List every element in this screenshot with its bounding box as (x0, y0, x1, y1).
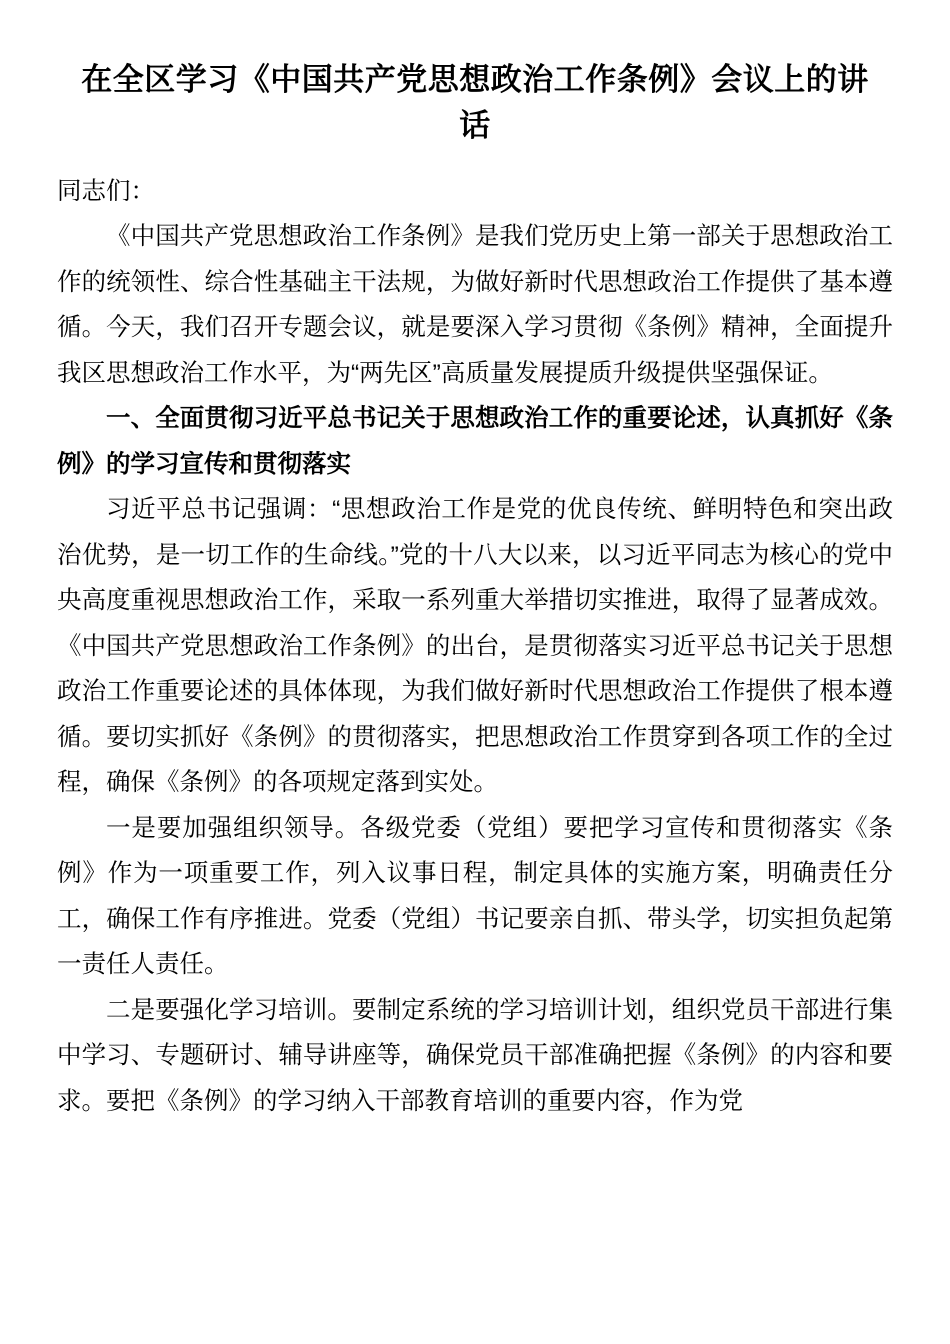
paragraph-3: 一是要加强组织领导。各级党委（党组）要把学习宣传和贯彻落实《条例》作为一项重要工作，列入议事日程，制定具体的实施方案，明确责任分工，确保工作有序推进。党委（党组）书记要亲自抓、带头学，切实担负起第一责任人责任。 (57, 814, 893, 978)
paragraph-1: 《中国共产党思想政治工作条例》是我们党历史上第一部关于思想政治工作的统领性、综合性基础主干法规，为做好新时代思想政治工作提供了基本遵循。今天，我们召开专题会议，就是要深入学习贯彻《条例》精神，全面提升我区思想政治工作水平，为“两先区”高质量发展提质升级提供坚强保证。 (57, 223, 893, 387)
document-content (57, 0, 893, 1124)
paragraph-2: 习近平总书记强调：“思想政治工作是党的优良传统、鲜明特色和突出政治优势，是一切工作的生命线。”党的十八大以来，以习近平同志为核心的党中央高度重视思想政治工作，采取一系列重大举措切实推进，取得了显著成效。《中国共产党思想政治工作条例》的出台，是贯彻落实习近平总书记关于思想政治工作重要论述的具体体现，为我们做好新时代思想政治工作提供了根本遵循。要切实抓好《条例》的贯彻落实，把思想政治工作贯穿到各项工作的全过程，确保《条例》的各项规定落到实处。 (57, 496, 893, 796)
paragraph-4: 二是要强化学习培训。要制定系统的学习培训计划，组织党员干部进行集中学习、专题研讨、辅导讲座等，确保党员干部准确把握《条例》的内容和要求。要把《条例》的学习纳入干部教育培训的重要内容，作为党 (57, 996, 893, 1115)
page-title: 在全区学习《中国共产党思想政治工作条例》会议上的讲话 (81, 62, 869, 143)
section-heading-1: 一、全面贯彻习近平总书记关于思想政治工作的重要论述，认真抓好《条例》的学习宣传和贯彻落实 (57, 405, 893, 478)
salutation: 同志们： (57, 178, 155, 205)
